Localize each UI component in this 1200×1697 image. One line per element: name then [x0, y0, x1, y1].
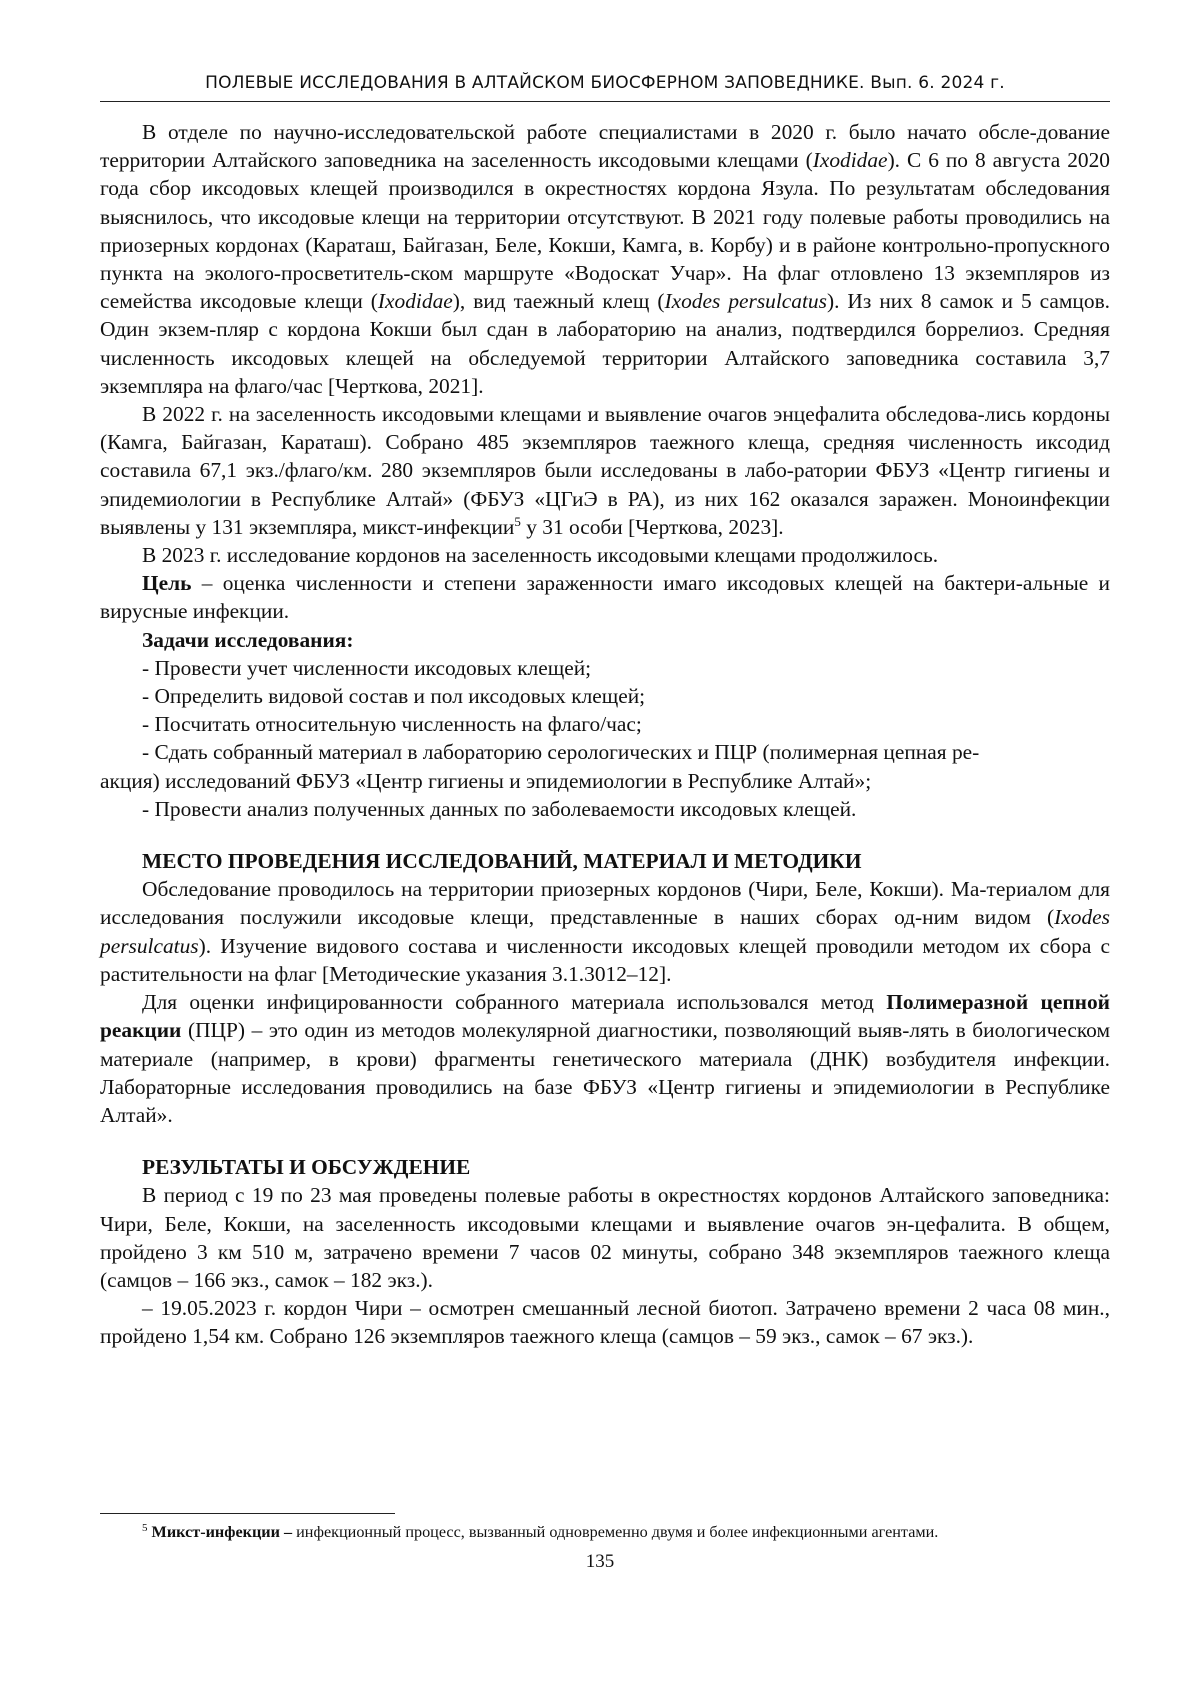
intro-paragraph-3: В 2023 г. исследование кордонов на заселенность иксодовыми клещами продолжилось. [142, 543, 939, 568]
task-item: - Посчитать относительную численность на флаго/час; [142, 712, 642, 737]
text-run: ). С 6 по 8 августа 2020 года сбор иксодовых клещей производился в окрестностях кордона Язула. По результатам обследования выяснилось, что иксодовые клещи на территории отсутствуют. В 2021 году полевые работы проводились на приозерных кордонах (Караташ, Байгазан, Беле, Кокши, Камга, в. Корбу) и в районе контрольно-пропускного пункта на эколого-просветитель-ском маршруте «Водоскат Учар». На флаг отловлено 13 экземпляров из семейства иксодовые клещи ( [100, 148, 1110, 314]
section-gap [100, 823, 1110, 847]
tasks-heading-label: Задачи исследования: [142, 627, 354, 652]
methods-heading: МЕСТО ПРОВЕДЕНИЯ ИССЛЕДОВАНИЙ, МАТЕРИАЛ И МЕТОДИКИ [142, 849, 862, 874]
goal-paragraph [100, 569, 1110, 625]
task-item: - Сдать собранный материал в лабораторию серологических и ПЦР (полимерная цепная ре- [142, 740, 980, 765]
bold-term: Полимеразной цепной реакции [100, 990, 1110, 1043]
taxon-name: Ixodidae [812, 148, 888, 173]
text-run: ). Изучение видового состава и численности иксодовых клещей проводили методом их сбора с растительности на флаг [Методические указания 3.1.3012–12]. [100, 933, 1110, 986]
running-title: ПОЛЕВЫЕ ИССЛЕДОВАНИЯ В АЛТАЙСКОМ БИОСФЕРНОМ ЗАПОВЕДНИКЕ. Вып. 6. 2024 г. [205, 73, 1005, 93]
text-run: (ПЦР) – это один из методов молекулярной диагностики, позволяющий выяв-лять в биологическом материале (например, в крови) фрагменты генетического материала (ДНК) возбудителя инфекции. Лабораторные исследования проводились на базе ФБУЗ «Центр гигиены и эпидемиологии в Республике Алтай». [100, 1018, 1110, 1127]
task-item: - Провести учет численности иксодовых клещей; [142, 655, 592, 680]
text-run: Обследование проводилось на территории приозерных кордонов (Чири, Беле, Кокши). Ма-териалом для исследования послужили иксодовые клещи, представленные в наших сборах од-ним видом ( [100, 877, 1110, 930]
page-number: 135 [585, 1551, 615, 1572]
footnote-rule [100, 1513, 395, 1514]
goal-label: Цель [142, 571, 192, 596]
taxon-name: Ixodidae [377, 289, 453, 314]
results-heading: РЕЗУЛЬТАТЫ И ОБСУЖДЕНИЕ [142, 1155, 471, 1180]
tasks-heading [100, 626, 1110, 654]
footnote-ref[interactable]: 5 [514, 513, 521, 529]
main-text [100, 118, 1110, 1351]
results-paragraph-2: – 19.05.2023 г. кордон Чири – осмотрен смешанный лесной биотоп. Затрачено времени 2 часа 08 мин., пройдено 1,54 км. Собрано 126 экземпляров таежного клеща (самцов – 59 экз., самок – 67 экз.). [100, 1296, 1110, 1349]
text-run: В отделе по научно-исследовательской работе специалистами в 2020 г. было начато обсле-дование территории Алтайского заповедника на заселенность иксодовыми клещами ( [100, 120, 1110, 173]
intro-paragraph-1 [100, 118, 1110, 400]
goal-text: – оценка численности и степени зараженности имаго иксодовых клещей на бактери-альные и вирусные инфекции. [100, 571, 1110, 624]
footnote-text: инфекционный процесс, вызванный одновременно двумя и более инфекционными агентами. [292, 1523, 939, 1541]
footnote-term: Микст-инфекции – [151, 1523, 293, 1541]
intro-paragraph-2 [100, 400, 1110, 541]
task-item-continuation: акция) исследований ФБУЗ «Центр гигиены и эпидемиологии в Республике Алтай»; [100, 768, 872, 793]
header-rule [100, 101, 1110, 102]
task-item: - Определить видовой состав и пол иксодовых клещей; [142, 684, 646, 709]
footnote [100, 1522, 1110, 1543]
taxon-name: Ixodes persulcatus [664, 289, 827, 314]
text-run: ). Из них 8 самок и 5 самцов. Один экзем-пляр с кордона Кокши был сдан в лабораторию на анализ, подтвердился боррелиоз. Средняя численность иксодовых клещей на обследуемой территории Алтайского заповедника составила 3,7 экземпляра на флаго/час [Черткова, 2021]. [100, 289, 1111, 398]
text-run: В 2022 г. на заселенность иксодовыми клещами и выявление очагов энцефалита обследова-лись кордоны (Камга, Байгазан, Караташ). Собрано 485 экземпляров таежного клеща, средняя численность иксодид составила 67,1 экз./флаго/км. 280 экземпляров были исследованы в лабо-ратории ФБУЗ «Центр гигиены и эпидемиологии в Республике Алтай» (ФБУЗ «ЦГиЭ в РА), из них 162 оказался заражен. Моноинфекции выявлены у 131 экземпляра, микст-инфекции [100, 402, 1110, 539]
methods-paragraph-2 [100, 988, 1110, 1129]
taxon-name: Ixodes persulcatus [100, 905, 1110, 958]
text-run: у 31 особи [Черткова, 2023]. [520, 514, 784, 539]
section-gap [100, 1129, 1110, 1153]
task-item: - Провести анализ полученных данных по заболеваемости иксодовых клещей. [142, 796, 857, 821]
results-paragraph-1: В период с 19 по 23 мая проведены полевые работы в окрестностях кордонов Алтайского заповедника: Чири, Беле, Кокши, на заселенность иксодовыми клещами и выявление очагов эн-цефалита. В общем, пройдено 3 км 510 м, затрачено времени 7 часов 02 минуты, собрано 348 экземпляров таежного клеща (самцов – 166 экз., самок – 182 экз.). [100, 1183, 1110, 1292]
text-run: ), вид таежный клещ ( [452, 289, 665, 314]
text-run: Для оценки инфицированности собранного материала использовался метод [142, 990, 887, 1015]
methods-paragraph-1 [100, 875, 1110, 988]
footnote-number: 5 [142, 1522, 148, 1534]
